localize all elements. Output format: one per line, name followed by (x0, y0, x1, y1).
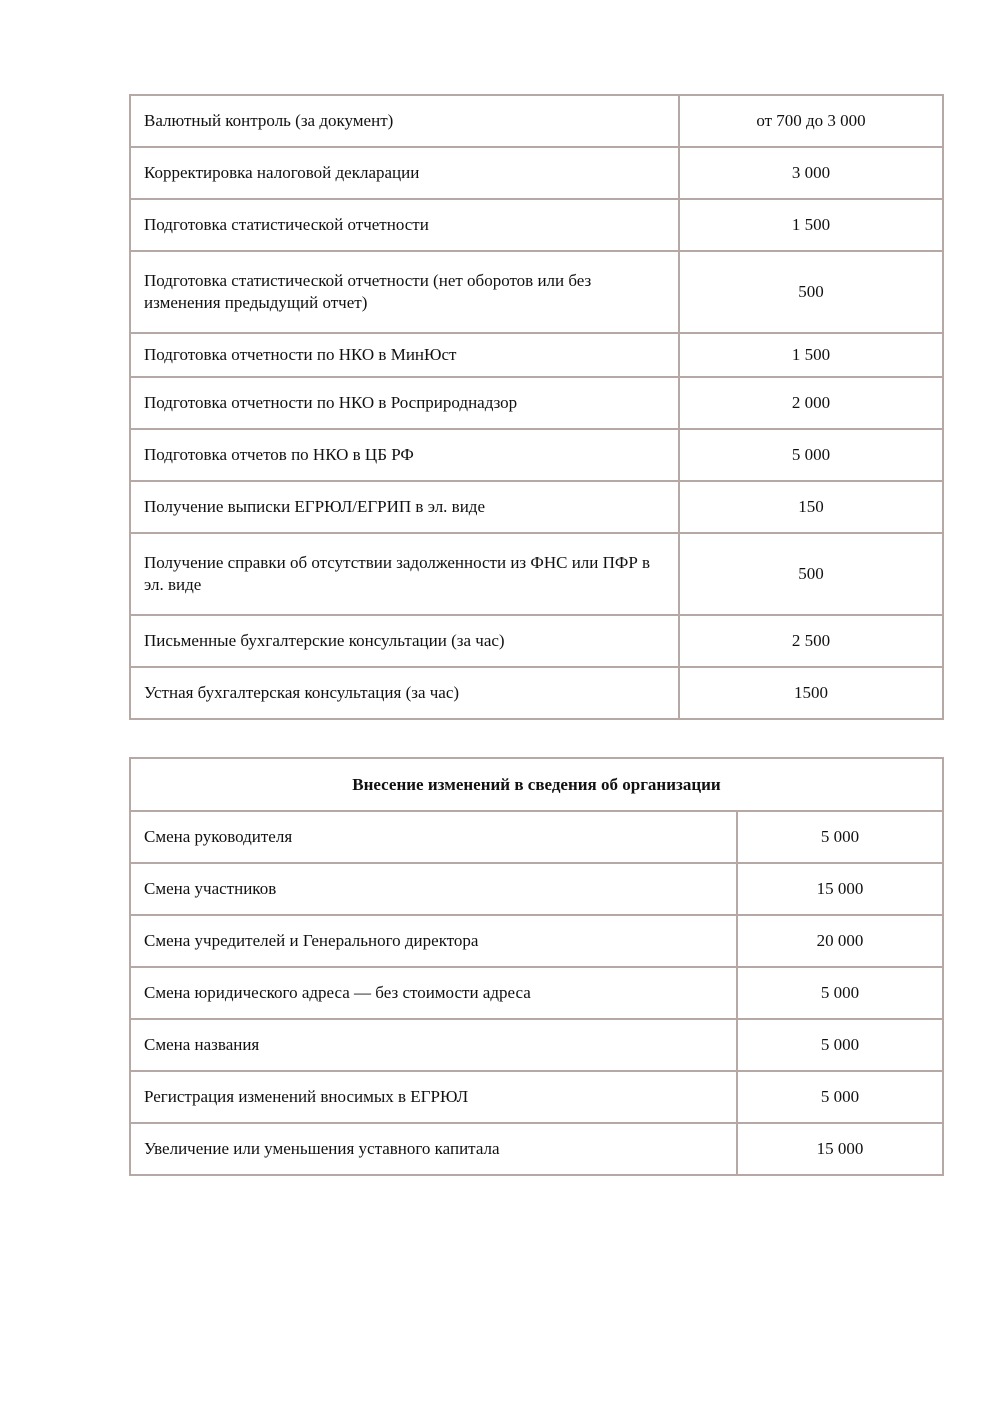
service-name: Получение выписки ЕГРЮЛ/ЕГРИП в эл. виде (130, 481, 679, 533)
table-row (130, 377, 943, 429)
table-row (130, 615, 943, 667)
service-name: Валютный контроль (за документ) (130, 95, 679, 147)
service-name: Смена юридического адреса — без стоимости адреса (130, 967, 737, 1019)
service-price: 5 000 (737, 1019, 943, 1071)
service-name: Устная бухгалтерская консультация (за час) (130, 667, 679, 719)
table-row (130, 1019, 943, 1071)
table-row (130, 1123, 943, 1175)
table-row (130, 915, 943, 967)
service-name: Письменные бухгалтерские консультации (за час) (130, 615, 679, 667)
service-name: Подготовка статистической отчетности (130, 199, 679, 251)
service-name: Смена участников (130, 863, 737, 915)
service-name: Регистрация изменений вносимых в ЕГРЮЛ (130, 1071, 737, 1123)
service-price: от 700 до 3 000 (679, 95, 943, 147)
service-price: 1500 (679, 667, 943, 719)
services-price-table (129, 94, 944, 720)
service-price: 2 000 (679, 377, 943, 429)
table-row (130, 533, 943, 615)
changes-price-table (129, 757, 944, 1176)
section-heading: Внесение изменений в сведения об организации (130, 758, 943, 811)
service-price: 2 500 (679, 615, 943, 667)
service-name: Получение справки об отсутствии задолженности из ФНС или ПФР в эл. виде (130, 533, 679, 615)
table-row (130, 333, 943, 377)
service-price: 3 000 (679, 147, 943, 199)
service-price: 20 000 (737, 915, 943, 967)
table-row (130, 1071, 943, 1123)
table-row (130, 811, 943, 863)
service-price: 15 000 (737, 863, 943, 915)
table-row (130, 863, 943, 915)
service-price: 500 (679, 251, 943, 333)
service-price: 15 000 (737, 1123, 943, 1175)
table-row (130, 967, 943, 1019)
service-name: Смена руководителя (130, 811, 737, 863)
service-price: 5 000 (737, 811, 943, 863)
service-name: Корректировка налоговой декларации (130, 147, 679, 199)
table-row (130, 251, 943, 333)
service-name: Подготовка отчетности по НКО в МинЮст (130, 333, 679, 377)
service-price: 500 (679, 533, 943, 615)
service-price: 1 500 (679, 199, 943, 251)
service-price: 5 000 (737, 1071, 943, 1123)
section-heading-row (130, 758, 943, 811)
service-name: Подготовка статистической отчетности (нет оборотов или без изменения предыдущий отчет) (130, 251, 679, 333)
service-name: Смена названия (130, 1019, 737, 1071)
table-row (130, 199, 943, 251)
table-row (130, 481, 943, 533)
table-row (130, 429, 943, 481)
service-price: 150 (679, 481, 943, 533)
service-price: 5 000 (737, 967, 943, 1019)
table-row (130, 147, 943, 199)
service-name: Увеличение или уменьшения уставного капитала (130, 1123, 737, 1175)
service-price: 5 000 (679, 429, 943, 481)
table-row (130, 95, 943, 147)
service-name: Подготовка отчетов по НКО в ЦБ РФ (130, 429, 679, 481)
service-name: Подготовка отчетности по НКО в Росприроднадзор (130, 377, 679, 429)
service-name: Смена учредителей и Генерального директора (130, 915, 737, 967)
table-row (130, 667, 943, 719)
service-price: 1 500 (679, 333, 943, 377)
